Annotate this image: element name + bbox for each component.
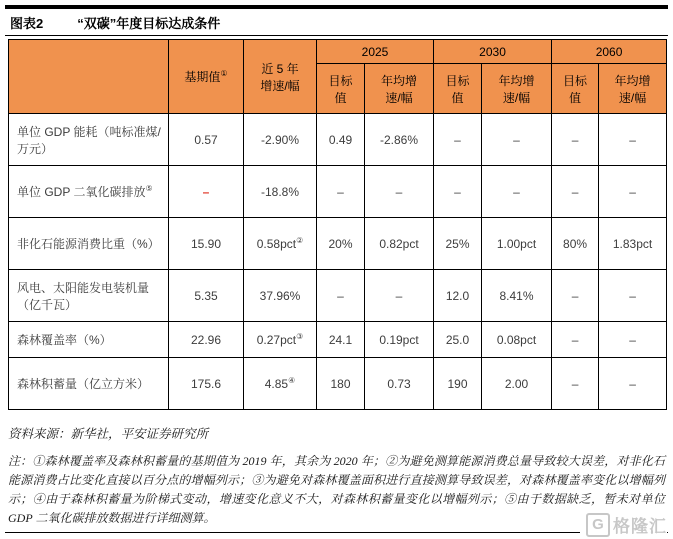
table-row <box>9 114 667 166</box>
recent-growth-cell: -18.8% <box>244 166 317 218</box>
table-cell: 180 <box>317 358 365 410</box>
row-label: 单位 GDP 二氧化碳排放⑤ <box>9 166 169 218</box>
table-cell: 1.00pct <box>482 218 552 270</box>
table-cell: – <box>434 166 482 218</box>
table-cell: 190 <box>434 358 482 410</box>
table-cell: – <box>599 270 667 322</box>
header-empty-cell <box>9 40 169 114</box>
header-growth-line1: 年均增 <box>498 73 535 88</box>
table-cell: – <box>482 114 552 166</box>
table-cell: -2.86% <box>365 114 434 166</box>
row-label: 森林积蓄量（亿立方米） <box>9 358 169 410</box>
notes-text: 注：①森林覆盖率及森林积蓄量的基期值为 2019 年，其余为 2020 年；②为避免测算能源消费总量导致较大误差，对非化石能源消费占比变化直接以百分点的增幅列示；③为避免对森林覆盖面积进行直接测算导致误差，对森林覆盖率变化以增幅列示；④由于森林积蓄量为阶梯式变动，增速变化意义不大，对森林积蓄量变化以增幅列示；⑤由于数据缺乏，暂未对单位 GDP 二氧化碳排放数据进行详细测算。 <box>8 454 665 525</box>
table-cell: – <box>599 114 667 166</box>
row-label: 风电、太阳能发电装机量（亿千瓦） <box>9 270 169 322</box>
header-target-line1: 目标 <box>563 73 588 88</box>
header-target-2060 <box>552 64 599 114</box>
table-cell: – <box>552 166 599 218</box>
figure-header <box>10 10 665 34</box>
table-cell: 25% <box>434 218 482 270</box>
header-year-row <box>9 40 667 64</box>
header-base-value <box>169 40 244 114</box>
recent-growth-cell: -2.90% <box>244 114 317 166</box>
table-cell: 0.08pct <box>482 322 552 358</box>
table-cell: 20% <box>317 218 365 270</box>
header-growth-2030 <box>482 64 552 114</box>
header-recent-line2: 增速/幅 <box>260 78 300 93</box>
table-cell: 2.00 <box>482 358 552 410</box>
table-row <box>9 218 667 270</box>
header-year-2060: 2060 <box>552 40 667 64</box>
recent-growth-cell: 4.85④ <box>244 358 317 410</box>
header-target-line2: 值 <box>569 90 582 105</box>
table-cell: – <box>482 166 552 218</box>
figure-label: 图表2 <box>10 15 44 31</box>
table-cell: – <box>599 358 667 410</box>
recent-growth-cell: 37.96% <box>244 270 317 322</box>
header-year-2030: 2030 <box>434 40 552 64</box>
table-body <box>9 114 667 410</box>
header-recent-growth <box>244 40 317 114</box>
bottom-divider <box>5 532 668 533</box>
table-cell: – <box>365 270 434 322</box>
table-row <box>9 270 667 322</box>
row-label: 非化石能源消费比重（%） <box>9 218 169 270</box>
base-value-cell: 175.6 <box>169 358 244 410</box>
header-target-line2: 值 <box>334 90 347 105</box>
base-value-cell: 5.35 <box>169 270 244 322</box>
table-cell: – <box>599 166 667 218</box>
table-cell: – <box>552 114 599 166</box>
base-value-cell: – <box>169 166 244 218</box>
recent-growth-cell: 0.58pct② <box>244 218 317 270</box>
table-row <box>9 166 667 218</box>
table-cell: – <box>599 322 667 358</box>
table-cell: 1.83pct <box>599 218 667 270</box>
header-target-2030 <box>434 64 482 114</box>
header-base-sup: ① <box>220 69 228 78</box>
table-cell: 24.1 <box>317 322 365 358</box>
top-divider <box>5 5 668 9</box>
header-target-2025 <box>317 64 365 114</box>
header-growth-line1: 年均增 <box>614 73 651 88</box>
table-cell: 0.73 <box>365 358 434 410</box>
base-value-cell: 0.57 <box>169 114 244 166</box>
header-target-line1: 目标 <box>328 73 353 88</box>
table-cell: – <box>317 270 365 322</box>
page-title: “双碳”年度目标达成条件 <box>77 15 221 31</box>
header-growth-line1: 年均增 <box>381 73 418 88</box>
table-cell: – <box>552 270 599 322</box>
table-cell: 0.49 <box>317 114 365 166</box>
table-cell: – <box>552 358 599 410</box>
table-cell: – <box>434 114 482 166</box>
gelonghui-logo <box>580 512 667 537</box>
table-cell: 8.41% <box>482 270 552 322</box>
table-row <box>9 322 667 358</box>
header-target-line2: 值 <box>451 90 464 105</box>
table-row <box>9 358 667 410</box>
table-header <box>9 40 667 114</box>
row-label: 森林覆盖率（%） <box>9 322 169 358</box>
header-growth-line2: 速/幅 <box>385 90 413 105</box>
table-cell: – <box>365 166 434 218</box>
header-base-label: 基期值 <box>184 70 221 84</box>
title-divider <box>5 35 668 36</box>
table-cell: 12.0 <box>434 270 482 322</box>
header-growth-line2: 速/幅 <box>618 90 647 105</box>
table-cell: 25.0 <box>434 322 482 358</box>
table-cell: 80% <box>552 218 599 270</box>
source-text: 资料来源：新华社，平安证券研究所 <box>8 427 209 441</box>
table-cell: 0.82pct <box>365 218 434 270</box>
recent-growth-cell: 0.27pct③ <box>244 322 317 358</box>
targets-table <box>8 39 667 410</box>
header-recent-line1: 近 5 年 <box>261 61 299 76</box>
base-value-cell: 22.96 <box>169 322 244 358</box>
base-value-cell: 15.90 <box>169 218 244 270</box>
header-growth-2025 <box>365 64 434 114</box>
table-cell: – <box>317 166 365 218</box>
header-growth-line2: 速/幅 <box>502 90 531 105</box>
header-target-line1: 目标 <box>445 73 470 88</box>
logo-text: 格隆汇 <box>613 517 667 536</box>
table-cell: – <box>552 322 599 358</box>
table-cell: 0.19pct <box>365 322 434 358</box>
logo-g-icon: G <box>586 513 610 537</box>
header-year-2025: 2025 <box>317 40 434 64</box>
row-label: 单位 GDP 能耗（吨标准煤/万元） <box>9 114 169 166</box>
header-growth-2060 <box>599 64 667 114</box>
